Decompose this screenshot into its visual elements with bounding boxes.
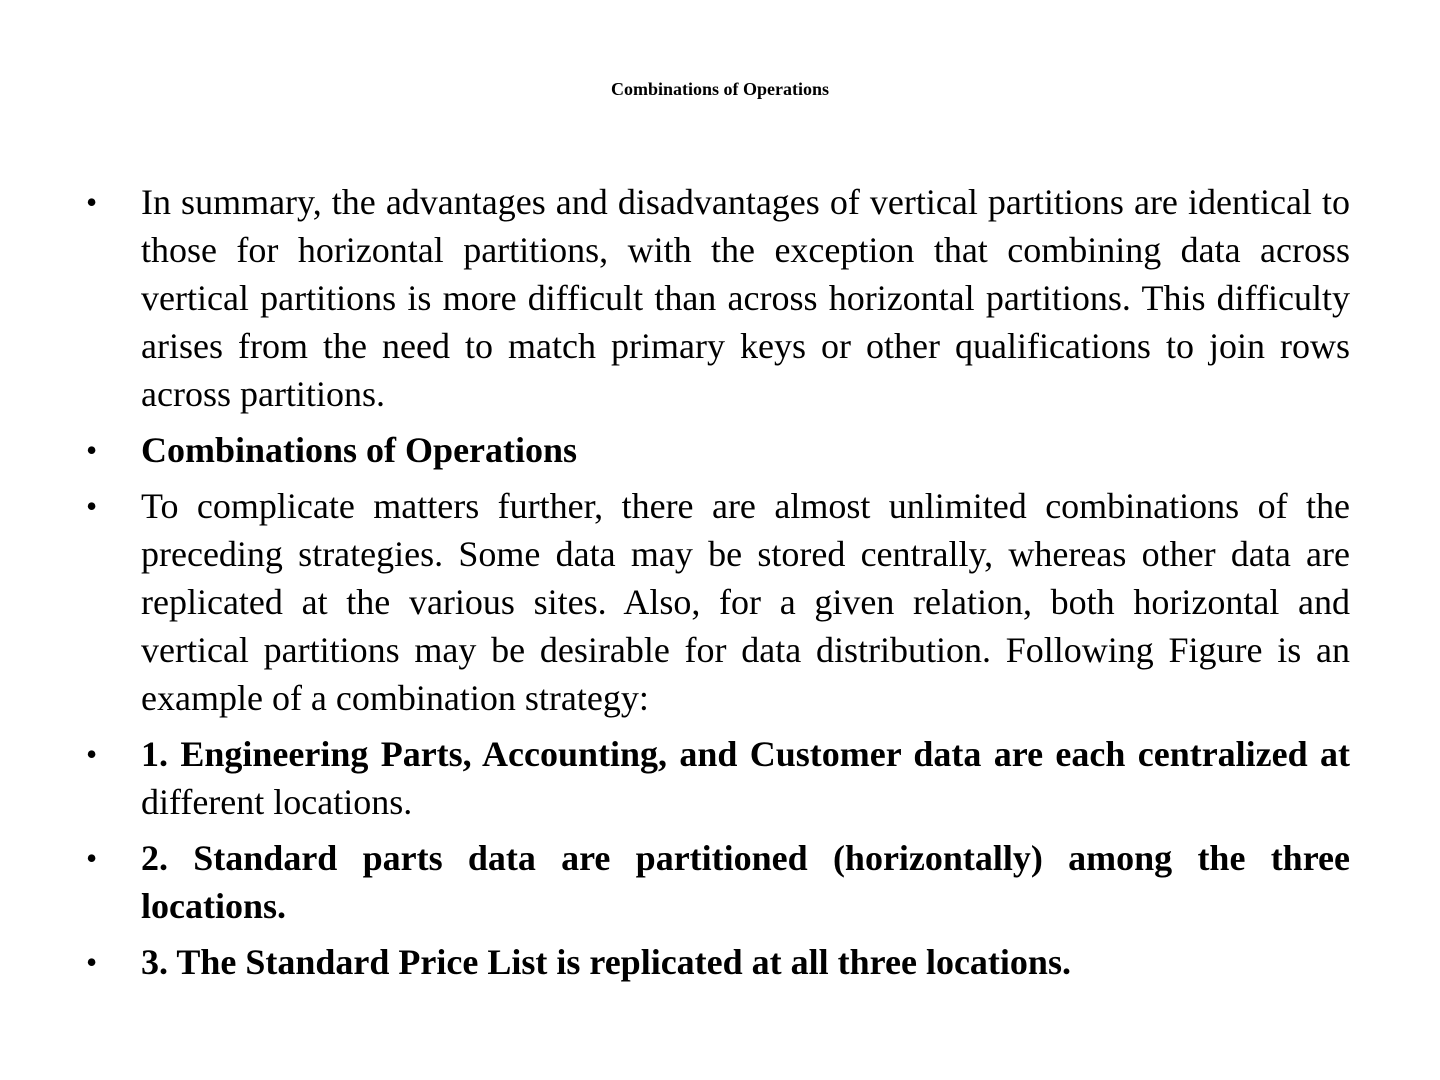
bullet-text-bold: Combinations of Operations [141,430,578,470]
bullet-item-point-1 [86,730,1350,826]
bullet-icon: • [86,736,98,772]
bullet-item-point-2 [86,834,1350,930]
bullet-text: To complicate matters further, there are almost unlimited combinations of the preceding strategies. Some data may be stored centrally, whereas other data are replicated at the various sites. Also, for a given relation, both horizontal and vertical partitions may be desirable for data distribution. Following Figure is an example of a combination strategy: [141,486,1350,718]
bullet-icon: • [86,184,98,220]
bullet-item-complicate [86,482,1350,722]
bullet-icon: • [86,488,98,524]
bullet-text: In summary, the advantages and disadvantages of vertical partitions are identical to those for horizontal partitions, with the exception that combining data across vertical partitions is more difficult than across horizontal partitions. This difficulty arises from the need to match primary keys or other qualifications to join rows across partitions. [141,182,1350,414]
slide-title: Combinations of Operations [610,79,830,99]
bullet-list [86,178,1350,994]
bullet-icon: • [86,432,98,468]
bullet-item-summary [86,178,1350,418]
bullet-text-bold: 3. The Standard Price List is replicated at all three locations. [141,942,1071,982]
bullet-icon: • [86,944,98,980]
bullet-item-point-3 [86,938,1350,986]
bullet-item-heading [86,426,1350,474]
bullet-text-bold: 1. Engineering Parts, Accounting, and Customer data are each centralized at [141,734,1350,774]
bullet-text-bold: 2. Standard parts data are partitioned (horizontally) among the three locations. [141,838,1350,926]
bullet-text: different locations. [141,782,413,822]
bullet-icon: • [86,840,98,876]
